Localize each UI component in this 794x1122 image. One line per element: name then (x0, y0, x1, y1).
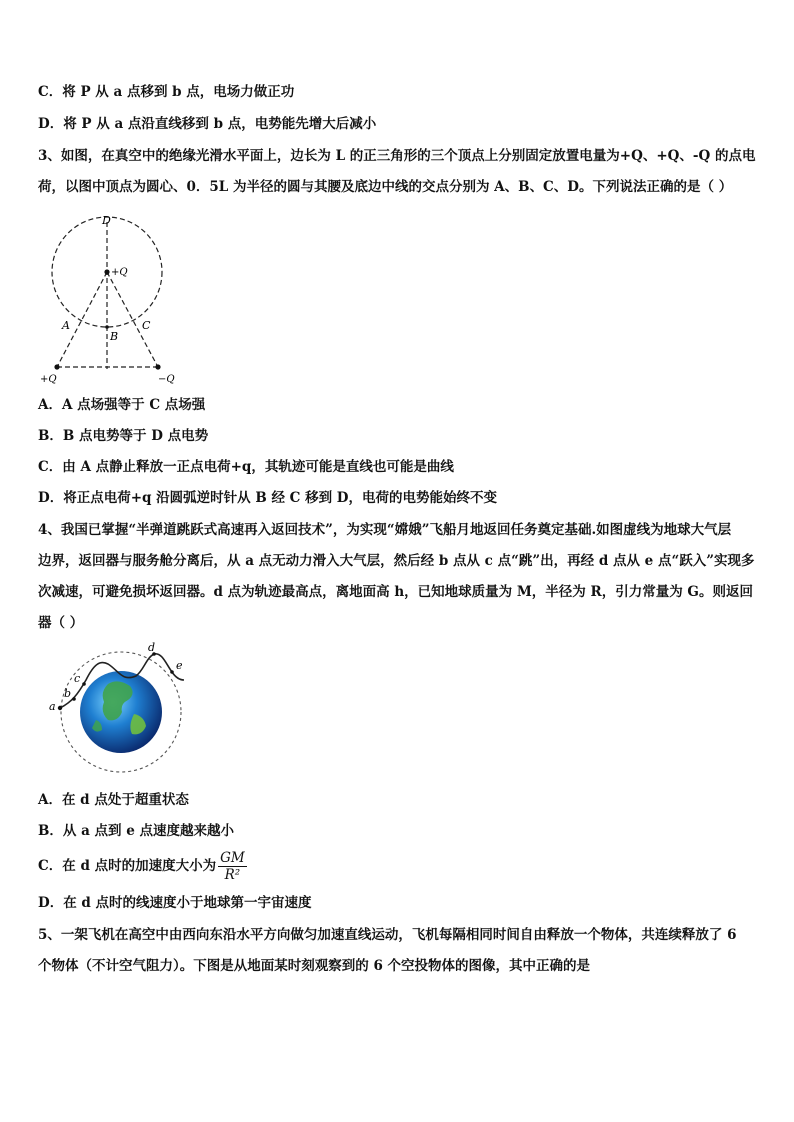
q3-label-top-charge: +Q (111, 267, 128, 278)
q5-stem-line1: 5、一架飞机在高空中由西向东沿水平方向做匀加速直线运动，飞机每隔相同时间自由释放一个物体，共连续释放了 6 (38, 927, 737, 943)
q3-stem-line2: 荷，以图中顶点为圆心、0．5L 为半径的圆与其腰及底边中线的交点分别为 A、B、C、D。下列说法正确的是（ ） (38, 179, 733, 195)
q3-label-b: B (110, 330, 119, 343)
q4-option-c (38, 848, 758, 884)
q4-label-b: b (64, 687, 72, 700)
q4-label-d: d (148, 642, 156, 654)
q3-label-a: A (62, 319, 70, 332)
fraction-numerator: GM (220, 850, 245, 866)
q3-stem-line1: 3、如图，在真空中的绝缘光滑水平面上，边长为 L 的正三角形的三个顶点上分别固定放置电量为+Q、+Q、-Q 的点电 (38, 148, 756, 164)
q2-option-c: C．将 P 从 a 点移到 b 点，电场力做正功 (38, 84, 295, 100)
q3-charge-triangle-figure (38, 212, 188, 387)
q3-option-a: A．A 点场强等于 C 点场强 (38, 397, 206, 413)
q4-label-e: e (176, 659, 183, 672)
q4-option-c-text: C．在 d 点时的加速度大小为 (38, 858, 217, 874)
q4-option-a: A．在 d 点处于超重状态 (38, 792, 189, 808)
q3-option-d: D．将正点电荷+q 沿圆弧逆时针从 B 经 C 移到 D，电荷的电势能始终不变 (38, 490, 498, 506)
q4-option-d: D．在 d 点时的线速度小于地球第一宇宙速度 (38, 895, 312, 911)
q4-stem-line4: 器（ ） (38, 615, 84, 631)
q3-label-right-charge: −Q (158, 374, 175, 385)
q5-stem-line2: 个物体（不计空气阻力）。下图是从地面某时刻观察到的 6 个空投物体的图像，其中正确的是 (38, 958, 591, 974)
fraction-denominator: R² (224, 867, 241, 883)
q4-stem-line3: 次减速，可避免损坏返回器。d 点为轨迹最高点，离地面高 h，已知地球质量为 M，半径为 R，引力常量为 G。则返回 (38, 584, 753, 600)
q4-option-b: B．从 a 点到 e 点速度越来越小 (38, 823, 235, 839)
q3-label-c: C (142, 319, 151, 332)
q4-label-a: a (49, 700, 56, 713)
q4-earth-trajectory-figure (38, 642, 188, 780)
q3-label-left-charge: +Q (40, 374, 57, 385)
q4-option-c-fraction (218, 850, 247, 883)
q4-stem-line1: 4、我国已掌握“半弹道跳跃式高速再入返回技术”，为实现“嫦娥”飞船月地返回任务奠定基础.如图虚线为地球大气层 (38, 522, 732, 538)
q3-option-b: B．B 点电势等于 D 点电势 (38, 428, 209, 444)
q4-label-c: c (74, 672, 81, 685)
q4-stem-line2: 边界，返回器与服务舱分离后，从 a 点无动力滑入大气层，然后经 b 点从 c 点“跳”出，再经 d 点从 e 点“跃入”实现多 (38, 553, 755, 569)
q2-option-d: D．将 P 从 a 点沿直线移到 b 点，电势能先增大后减小 (38, 116, 377, 132)
q3-label-d: D (102, 214, 111, 227)
q3-option-c: C．由 A 点静止释放一正点电荷+q，其轨迹可能是直线也可能是曲线 (38, 459, 454, 475)
